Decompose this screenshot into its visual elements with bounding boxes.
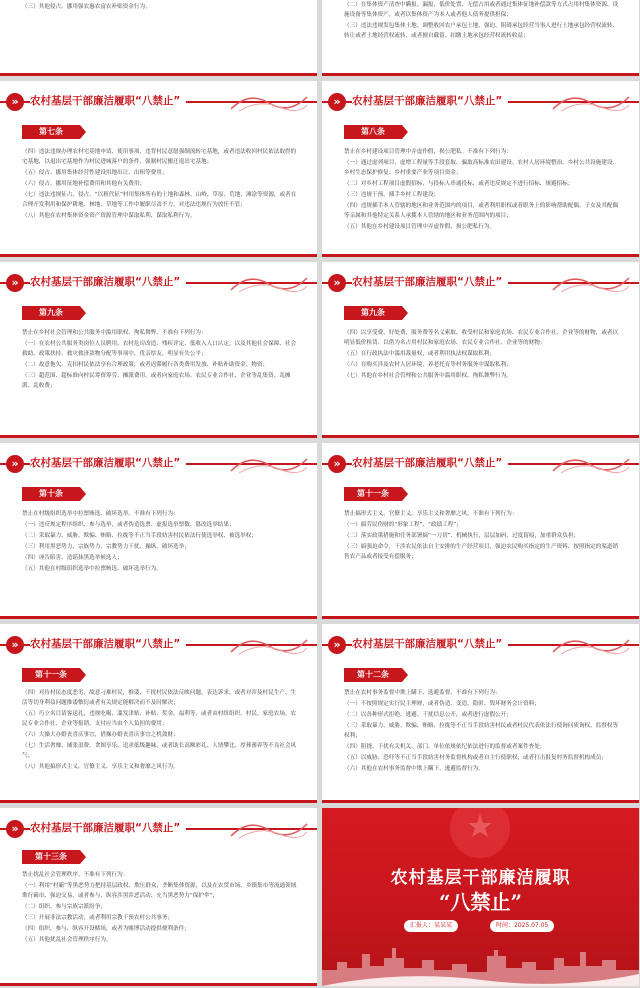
- slide-body: [344, 328, 621, 382]
- article-tag: 第八条: [344, 125, 402, 139]
- slide-header: [0, 451, 317, 483]
- clause-line: （五）其他扰乱社会管理秩序行为。: [22, 937, 112, 943]
- slide-title: 农村基层干部廉洁履职“八禁止”: [30, 93, 186, 108]
- clause-line: （二）故意拖欠、克扣村民依法享有合理政策，或者迟滞履行各类费用发放、补贴补助资金、物资；: [22, 362, 269, 368]
- clause-line: （四）对待村民态度恶劣，故意刁难村民，推诿、干扰村民依法反映问题、表达诉求，或者对涉及村民生产、生活等切身利益问题推诿敷衍或者有关规定能解决而不及时解决；: [22, 690, 297, 706]
- slide-10: [0, 808, 317, 986]
- clause-line: （二）采取暴力、威胁、欺骗、贿赂、拉拢等不正当手段妨害村民依法行使选举权、被选举权；: [22, 533, 257, 539]
- clause-line: （五）其他在村级组织选举中拉票贿选、破坏选举行为。: [22, 566, 162, 572]
- slide-7: [322, 443, 639, 619]
- clause-line: （一）不按照规定实行民主理财，或者伪造、变造、隐匿、毁坏财务会计资料；: [344, 701, 540, 707]
- slide-header: [0, 89, 317, 121]
- slide-header: [0, 816, 317, 848]
- clause-line: （三）超范围、超标准向村民筹资筹劳、摊派费用，或者向家庭农场、农民专业合作社、企业等乱集资、乱摊派、乱收费；: [22, 373, 291, 389]
- clause-line: （五）在行政执法中滥用裁量权，或者利用执法权谋取私利；: [344, 351, 496, 357]
- slide-body: [344, 0, 621, 42]
- chevron-right-icon: »: [328, 636, 346, 654]
- cloud-ornament-icon: [551, 451, 631, 475]
- slide-body: [22, 147, 299, 222]
- clause-line: （三）违法违规发包集体土地、调整收回农户承包土地，强迫、阻碍承包经营当事人进行土地承包经营权流转、转让或者土地经营权流转，或者擅自截留、扣缴土地承包经营权流转收益；: [344, 23, 619, 39]
- cloud-ornament-icon: [229, 632, 309, 656]
- clause-line: （六）侵占、挪用征地补偿费用和其他有关费用；: [22, 181, 146, 187]
- clause-line: （一）违反规定程序组织、参与选举，或者伪造选票、虚报选举票数、篡改选举结果；: [22, 522, 235, 528]
- cloud-ornament-icon: [229, 451, 309, 475]
- clause-line: （一）在农村公共服务类岗位人员聘用、农村危房改造、残疾评定、低收入人口认定，以及其他社会保障、社会救助、政策扶持、救灾救济款物分配等事项中，优亲厚友、明显有失公平；: [22, 341, 297, 357]
- slide-footer-bar: [322, 435, 639, 438]
- slide-4: [0, 262, 317, 438]
- cloud-ornament-icon: [551, 270, 631, 294]
- clause-line: （八）其他搞形式主义、官僚主义、享乐主义和奢靡之风行为。: [22, 764, 179, 770]
- clause-line: （一）搞劳民伤财的“形象工程”、“政绩工程”；: [344, 522, 462, 528]
- slide-6: [0, 443, 317, 619]
- slide-header: [322, 632, 639, 664]
- slide-header: [322, 270, 639, 302]
- slide-footer-bar: [322, 254, 639, 257]
- clause-line: （二）在集体资产清查中瞒报、漏报，低价处置、无偿占用或者通过集体征地补偿款等方式占用村集体资源、设施设备等集体资产，或者以集体资产为本人或者他人债务提供担保；: [344, 2, 619, 18]
- clause-line: （五）以威胁、恐吓等不正当手段妨害村务监督机构或者自主行使职权，或者打击报复村务监督机构成员；: [344, 755, 607, 761]
- slide-header: [322, 451, 639, 483]
- slide-1: [322, 0, 639, 76]
- clause-line: （一）利用“村霸”等黑恶势力把持基层政权、欺压群众，垄断集体资源，以及在农贸市场、乡镇集市等流通领域欺行霸市、强迫交易，或者参与、纵容涉黑涉恶活动、充当黑恶势力“保护伞”；: [22, 883, 297, 899]
- slide-8: [0, 624, 317, 803]
- clause-line: （五）侵占、挪用集体经营性建设用地出让、出租等费用；: [22, 170, 168, 176]
- clause-line: （一）通过虚列项目、虚增工程量等手段套取、骗取高标准农田建设、农村人居环境整治、乡村公共设施建设、乡村生态保护修复、乡村重要产业等项目资金；: [344, 160, 619, 176]
- slide-title: 农村基层干部廉洁履职“八禁止”: [30, 820, 186, 835]
- slide-footer-bar: [322, 73, 639, 76]
- clause-line: （二）落实政策措施和任务部署搞“一刀切”、机械执行，层层加码、过度留痕，加重群众负担；: [344, 533, 580, 539]
- clause-line: （四）诬告陷害、造谣抹黑选举候选人；: [22, 555, 123, 561]
- article-tag: 第九条: [22, 306, 80, 320]
- clause-line: （六）大操大办婚丧喜庆事宜，借操办婚丧喜庆事宜之机敛财；: [22, 732, 179, 738]
- cloud-ornament-icon: [229, 816, 309, 840]
- chevron-right-icon: »: [328, 274, 346, 292]
- slide-3: [322, 81, 639, 257]
- clause-line: （七）生活奢靡、铺张浪费、贪图享乐、追求低级趣味，或者助长高额彩礼、人情攀比、厚葬薄养等不良社会风气；: [22, 743, 297, 759]
- clause-line: （二）对乡村工程项目虚假招标，与投标人串通投标，或者违反规定不进行招标、规避招标；: [344, 181, 574, 187]
- article-tag: 第九条: [344, 306, 402, 320]
- slide-title: 农村基层干部廉洁履职“八禁止”: [30, 274, 186, 289]
- clause-line: （五）其他在乡村建设项目管理中弄虚作假、损公肥私行为。: [344, 224, 496, 230]
- slide-body: [22, 2, 299, 13]
- clause-line: 禁止扰乱社会管理秩序。不准有下列行为：: [22, 872, 129, 878]
- cover-slide: [322, 808, 639, 986]
- slide-body: [22, 509, 299, 575]
- clause-line: （三）搞强迫命令，干涉农民依法自主安排的生产经营项目，强迫农民购买指定的生产资料、按照指定的渠道销售农产品或者接受有偿服务；: [344, 544, 619, 560]
- cloud-ornament-icon: [229, 270, 309, 294]
- chevron-right-icon: »: [6, 93, 24, 111]
- clause-line: （三）利用黑恶势力、宗族势力、宗教势力干扰、操纵、破坏选举；: [22, 544, 190, 550]
- clause-line: （三）违规干预、插手乡村工程建设；: [344, 192, 440, 198]
- slide-body: [344, 688, 621, 775]
- article-tag: 第十一条: [344, 487, 402, 501]
- clause-line: （六）在购买涉及农村人居环境、养老托育等村务服务中谋取私利；: [344, 362, 512, 368]
- slide-footer-bar: [0, 73, 317, 76]
- cloud-ornament-icon: [551, 89, 631, 113]
- chevron-right-icon: »: [328, 93, 346, 111]
- clause-line: （四）组织、参与、纵容开设赌场，或者为赌博活动提供便利条件；: [22, 926, 190, 932]
- clause-line: （二）以各种形式拒绝、逃避、干扰信息公开，或者进行虚假公开；: [344, 712, 512, 718]
- cloud-ornament-icon: [551, 632, 631, 656]
- chevron-right-icon: »: [328, 455, 346, 473]
- clause-line: （七）违法违规征占、侵占、“以租代征”村用集体所有的土地和森林、山岭、草原、荒地、滩涂等资源，或者在合理开发利用和保护耕地、林地、草地等工作中履职尽责不力，对违法违规行为放任不管；: [22, 192, 297, 208]
- clause-line: （六）其他在农村事务监督中欺上瞒下、逃避监督行为。: [344, 766, 484, 772]
- slide-body: [22, 328, 299, 392]
- article-tag: 第十三条: [22, 850, 80, 864]
- clause-line: 禁止在村级组织选举中拉票贿选、破坏选举。不准有下列行为：: [22, 511, 179, 517]
- clause-line: （三）采取暴力、威胁、欺骗、贿赂、拉拢等不正当手段妨害村民或者村民代表依法行使询问质询权、监督权等权利；: [344, 723, 619, 739]
- chevron-right-icon: »: [6, 820, 24, 838]
- clause-line: （二）组织、参与宗族宗派纷争；: [22, 904, 106, 910]
- clause-line: （四）以享受费、好处费、服务费等名义索取、收受村民和家庭农场、农民专业合作社、企业等的财物，或者以明显低价租赁、以借为名占用村民和家庭农场、农民专业合作社、企业等的财物；: [344, 330, 619, 346]
- slide-footer-bar: [0, 435, 317, 438]
- slide-title: 农村基层干部廉洁履职“八禁止”: [352, 93, 508, 108]
- article-tag: 第十一条: [22, 668, 80, 682]
- clause-line: 禁止搞形式主义、官僚主义，享乐主义和奢靡之风。不准有下列行为：: [344, 511, 518, 517]
- slide-title: 农村基层干部廉洁履职“八禁止”: [352, 455, 508, 470]
- chevron-right-icon: »: [6, 636, 24, 654]
- slide-title: 农村基层干部廉洁履职“八禁止”: [352, 636, 508, 651]
- chevron-right-icon: »: [6, 274, 24, 292]
- slide-body: [344, 509, 621, 563]
- national-emblem-icon: [432, 808, 528, 868]
- slide-footer-bar: [0, 983, 317, 986]
- slide-0: [0, 0, 317, 76]
- date-pill: 时间：2025.07.05: [490, 920, 554, 932]
- slide-title: 农村基层干部廉洁履职“八禁止”: [352, 274, 508, 289]
- clause-line: （八）其他在农村集体资金资产资源管理中谋取私利、谋取私利行为。: [22, 213, 196, 219]
- slide-body: [22, 870, 299, 946]
- slide-header: [0, 270, 317, 302]
- city-skyline-icon: [322, 940, 639, 986]
- cover-title-line2: “八禁止”: [438, 890, 522, 914]
- clause-line: （四）阻挠、干扰有关机关、部门、单位依规依纪依法进行的监督或者案件查处；: [344, 744, 546, 750]
- clause-line: （四）违法违规办理农村宅基地申请、使用事项，违背村民意愿强制流转宅基地，或者违法收回村民依法取得的宅基地，以退出宅基地作为村民进城落户的条件、强制村民搬迁退出宅基地；: [22, 149, 297, 165]
- article-tag: 第十条: [22, 487, 80, 501]
- slide-footer-bar: [0, 254, 317, 257]
- slide-footer-bar: [0, 616, 317, 619]
- slide-title: 农村基层干部廉洁履职“八禁止”: [30, 455, 186, 470]
- slide-title: 农村基层干部廉洁履职“八禁止”: [30, 636, 186, 651]
- slide-footer-bar: [0, 800, 317, 803]
- slide-header: [322, 89, 639, 121]
- cover-title-line1: 农村基层干部廉洁履职: [390, 868, 571, 888]
- slide-5: [322, 262, 639, 438]
- clause-line: 禁止在乡村社会管理和公共服务中滥用职权、徇私舞弊。不准有下列行为：: [22, 330, 207, 336]
- clause-line: （三）开展非法宗教活动，或者利用宗教干预农村公共事务；: [22, 915, 174, 921]
- clause-line: （五）巧立名目请客送礼，违规吃喝，滥发津贴、补贴、奖金、福利等，或者由村组组织、村民、家庭农场、农民专业合作社、企业等报销、支付应当由个人负担的费用；: [22, 711, 297, 727]
- slide-header: [0, 632, 317, 664]
- reporter-pill: 汇报人：某某某: [404, 920, 458, 932]
- slide-2: [0, 81, 317, 257]
- slide-footer-bar: [322, 616, 639, 619]
- clause-line: （四）违规插手本人管辖的地区和业务范围内的项目，或者利用职权或者职务上的影响帮助配偶、子女及其配偶等亲属和其他特定关系人承揽本人管辖的地区和业务范围内的项目；: [344, 203, 619, 219]
- clause-line: （三）其他侵占、挪用强农惠农富农补贴资金行为。: [22, 4, 151, 10]
- clause-line: 禁止在乡村建设项目管理中弄虚作假，损公肥私。不准有下列行为：: [344, 149, 512, 155]
- article-tag: 第七条: [22, 125, 80, 139]
- slide-9: [322, 624, 639, 803]
- article-tag: 第十二条: [344, 668, 402, 682]
- slide-body: [22, 688, 299, 773]
- slide-body: [344, 147, 621, 233]
- cloud-ornament-icon: [229, 89, 309, 113]
- clause-line: 禁止在农村事务监督中欺上瞒下、选避监督。不准有下列行为：: [344, 690, 501, 696]
- clause-line: （七）其他在乡村社会管理和公共服务中滥用职权、徇私舞弊行为。: [344, 373, 512, 379]
- slide-footer-bar: [322, 800, 639, 803]
- chevron-right-icon: »: [6, 455, 24, 473]
